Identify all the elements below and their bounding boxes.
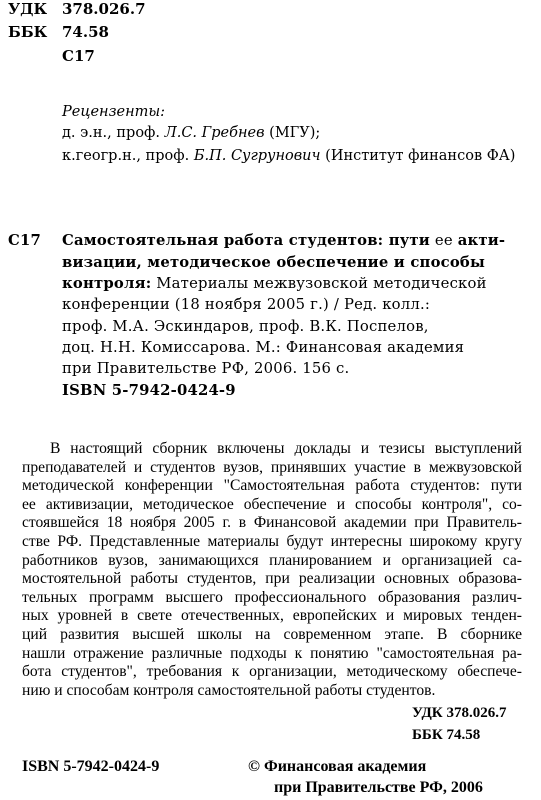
udk-value: 378.026.7 <box>62 0 146 18</box>
reviewer-2-name: Б.П. Сугрунович <box>193 148 321 164</box>
card-code: С17 <box>8 232 41 249</box>
abstract-line: ций развития высшей школы на современном этапе. В сборнике <box>22 625 522 643</box>
reviewer-2-prefix: к.геогр.н., проф. <box>62 148 194 164</box>
abstract-line: бота студентов", требования к организации, методическому обеспече- <box>22 663 522 681</box>
card-line-1-bold2: акти- <box>457 232 506 249</box>
abstract-line: преподавателей и студентов вузов, принявших участие в межвузовской <box>22 458 522 476</box>
card-isbn: ISBN 5-7942-0424-9 <box>62 382 236 399</box>
reviewer-1-suffix: (МГУ); <box>264 125 321 141</box>
abstract-line: мостоятельной работы студентов, при реализации основных образова- <box>22 570 522 588</box>
abstract-line: методической конференции "Самостоятельная работа студентов: пути <box>22 477 522 495</box>
abstract-line: нию и способам контроля самостоятельной работы студентов. <box>22 681 436 699</box>
reviewer-1-prefix: д. э.н., проф. <box>62 125 165 141</box>
abstract-line: В настоящий сборник включены доклады и тезисы выступлений <box>50 440 522 457</box>
card-line-6: доц. Н.Н. Комиссарова. М.: Финансовая академия <box>62 339 465 356</box>
reviewer-1 <box>62 125 320 141</box>
udk-label: УДК <box>8 0 48 18</box>
abstract-line: стве РФ. Представленные материалы будут интересны широкому кругу <box>22 532 522 550</box>
abstract-line: ных уровней в свете отечественных, европейских и мировых тенден- <box>22 607 522 625</box>
abstract-line: работников вузов, занимающихся планированием и организацией са- <box>22 551 522 569</box>
bbk-label: ББК <box>8 23 48 41</box>
abstract <box>22 440 522 700</box>
card-line-3 <box>62 275 487 292</box>
abstract-udk: УДК 378.026.7 <box>412 705 507 721</box>
card-line-1-bold: Самостоятельная работа студентов: пути <box>62 232 430 249</box>
abstract-line: ее активизации, методическое обеспечение и способы контроля", со- <box>22 495 522 513</box>
abstract-line: нашли отражение различные подходы к понятию "самостоятельная ра- <box>22 644 522 662</box>
card-line-5: проф. М.А. Эскиндаров, проф. В.К. Поспелов, <box>62 318 429 335</box>
abstract-line: стоявшейся 18 ноября 2005 г. в Финансовой академии при Правитель- <box>22 514 522 532</box>
bbk-value: 74.58 <box>62 23 109 41</box>
card-line-2: визации, методическое обеспечение и способы <box>62 254 486 271</box>
card-line-7: при Правительстве РФ, 2006. 156 с. <box>62 360 350 377</box>
footer-copyright-2: при Правительстве РФ, 2006 <box>274 779 483 796</box>
footer-copyright-1: © Финансовая академия <box>248 758 427 775</box>
reviewer-1-name: Л.С. Гребнев <box>164 125 265 141</box>
card-line-1-normal: ее <box>429 232 458 249</box>
cutter-number: С17 <box>62 47 95 65</box>
abstract-line: тельных программ высшего профессионального образования различ- <box>22 588 522 606</box>
abstract-bbk: ББК 74.58 <box>412 727 481 743</box>
card-line-3-normal: Материалы межвузовской методической <box>151 275 487 292</box>
footer-isbn: ISBN 5-7942-0424-9 <box>22 758 160 775</box>
card-line-1 <box>62 232 505 249</box>
reviewer-2 <box>62 148 515 164</box>
reviewer-2-suffix: (Институт финансов ФА) <box>320 148 516 164</box>
card-line-3-bold: контроля: <box>62 275 152 292</box>
reviewers-title: Рецензенты: <box>62 104 166 120</box>
card-line-4: конференции (18 ноября 2005 г.) / Ред. колл.: <box>62 296 431 313</box>
